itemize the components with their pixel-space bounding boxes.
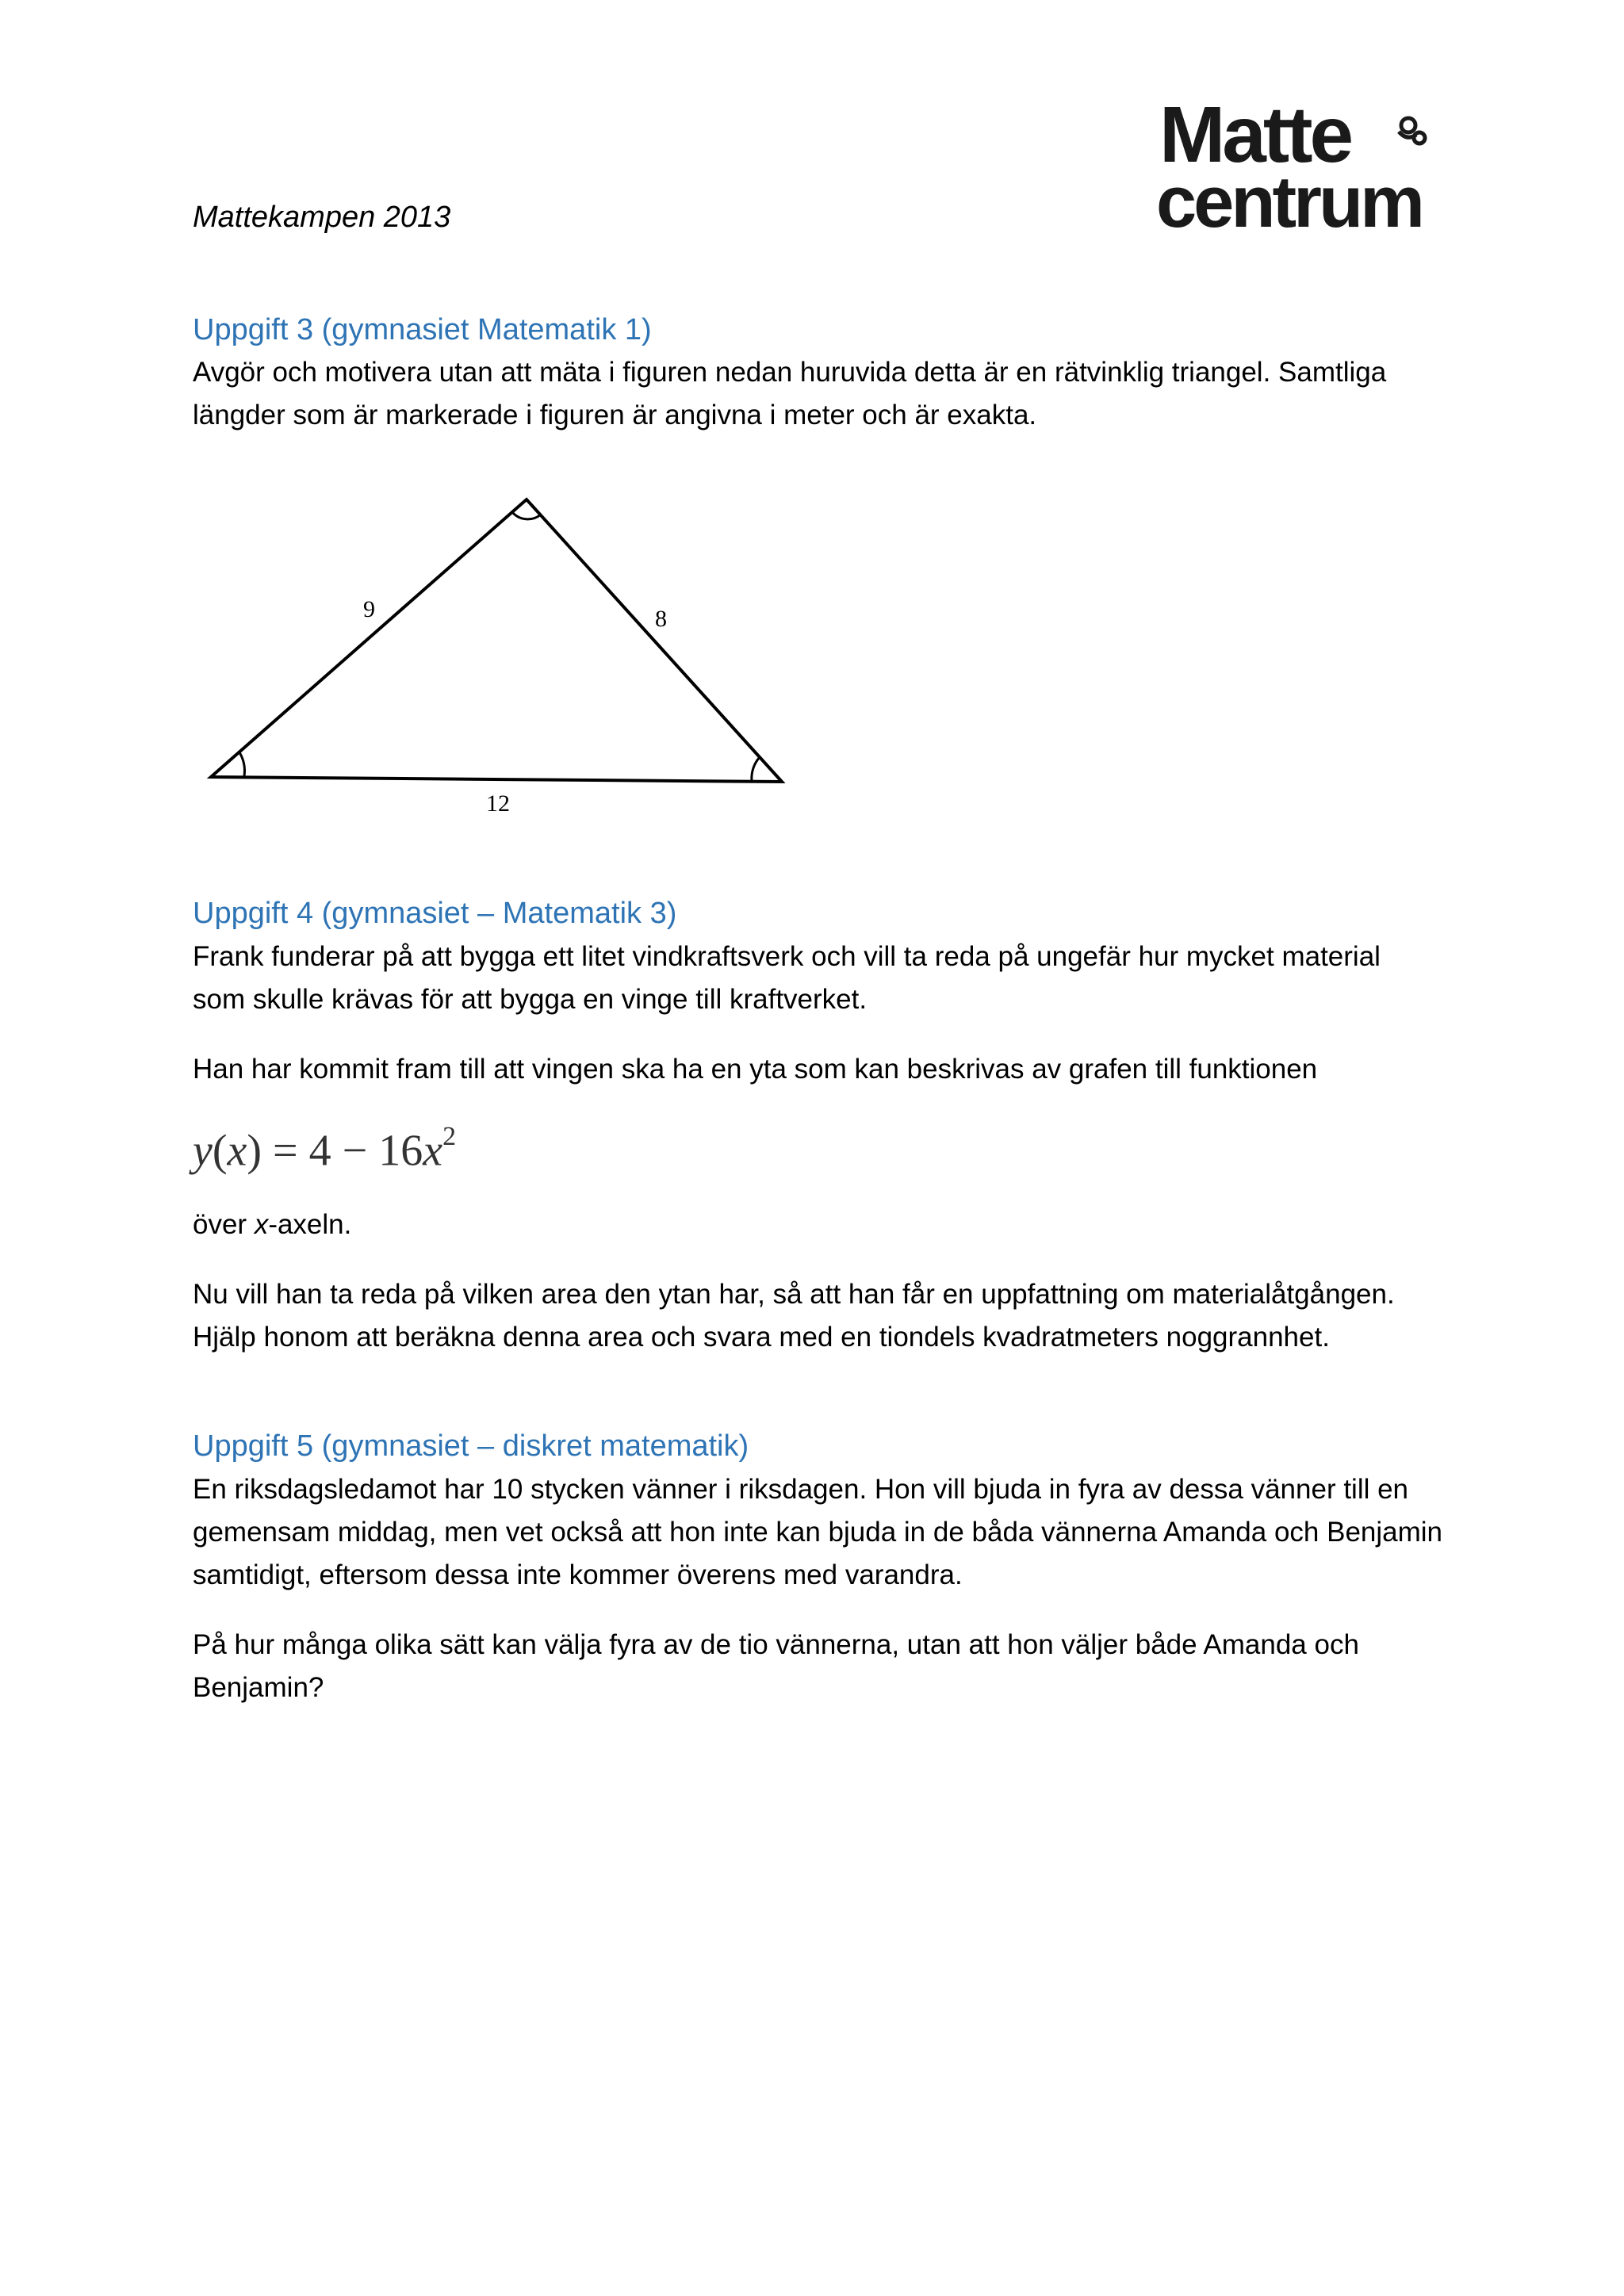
task5-paragraph-2	[193, 1624, 1446, 1709]
logo-text-matte: Matte	[1159, 92, 1351, 179]
angle-arc-top	[512, 512, 541, 519]
triangle-figure	[205, 490, 791, 823]
task4-p3-line	[193, 1203, 1446, 1246]
task4-p4-line: Hjälp honom att beräkna denna area och svara med en tiondels kvadratmeters noggrannhet.	[193, 1322, 1330, 1353]
document-header-label: Mattekampen 2013	[193, 201, 451, 234]
triangle-outline	[211, 499, 782, 782]
task4-p3-suffix: -axeln.	[268, 1209, 352, 1240]
function-formula	[193, 1110, 457, 1176]
side-label-right: 8	[655, 606, 667, 632]
formula-close-paren: )	[247, 1126, 262, 1176]
task3-text-line: Avgör och motivera utan att mäta i figuren nedan huruvida detta är en rätvinklig triangel. Samtliga	[193, 357, 1387, 388]
task5-p1-line: En riksdagsledamot har 10 stycken vänner i riksdagen. Hon vill bjuda in fyra av dessa vänner till en	[193, 1474, 1409, 1505]
formula-open-paren: (	[212, 1126, 228, 1176]
task4-p3-variable: x	[254, 1209, 269, 1240]
task5-p2-line: På hur många olika sätt kan välja fyra av de tio vännerna, utan att hon väljer både Amanda och	[193, 1629, 1359, 1660]
matte-centrum-logo-graphic	[1156, 92, 1435, 235]
task3-heading: Uppgift 3 (gymnasiet Matematik 1)	[193, 313, 652, 346]
matte-centrum-logo	[1156, 92, 1435, 235]
task5-p2-line: Benjamin?	[193, 1672, 324, 1703]
angle-arc-right	[752, 757, 760, 781]
task4-p3-prefix: över	[193, 1209, 255, 1240]
task5-p1-line: samtidigt, eftersom dessa inte kommer överens med varandra.	[193, 1559, 963, 1590]
task4-paragraph-2	[193, 1048, 1446, 1091]
task3-text	[193, 351, 1446, 437]
logo-swirl-icon	[1399, 118, 1425, 144]
task4-p2-line: Han har kommit fram till att vingen ska ha en yta som kan beskrivas av grafen till funktionen	[193, 1054, 1318, 1085]
side-label-bottom: 12	[486, 790, 510, 817]
task4-paragraph-1	[193, 936, 1446, 1021]
formula-function-name: y	[193, 1126, 213, 1176]
task4-heading: Uppgift 4 (gymnasiet – Matematik 3)	[193, 897, 677, 930]
triangle-diagram	[205, 490, 791, 823]
angle-arc-left	[239, 752, 244, 776]
formula-middle: = 4 − 16	[262, 1126, 423, 1176]
task5-heading: Uppgift 5 (gymnasiet – diskret matematik)	[193, 1429, 749, 1463]
task4-paragraph-4	[193, 1273, 1446, 1359]
task4-p1-line: som skulle krävas för att bygga en vinge till kraftverket.	[193, 984, 868, 1015]
formula-lhs-variable: x	[227, 1126, 247, 1176]
logo-text-centrum: centrum	[1156, 162, 1422, 235]
task5-paragraph-1	[193, 1468, 1446, 1597]
task4-p4-line: Nu vill han ta reda på vilken area den ytan har, så att han får en uppfattning om materialåtgången.	[193, 1279, 1395, 1310]
task4-p1-line: Frank funderar på att bygga ett litet vindkraftsverk och vill ta reda på ungefär hur mycket material	[193, 941, 1381, 972]
formula-rhs-variable: x	[423, 1126, 443, 1176]
task5-p1-line: gemensam middag, men vet också att hon inte kan bjuda in de båda vännerna Amanda och Benjamin	[193, 1517, 1443, 1548]
side-label-left: 9	[363, 596, 375, 622]
task3-text-line: längder som är markerade i figuren är angivna i meter och är exakta.	[193, 400, 1037, 430]
formula-exponent: 2	[442, 1122, 457, 1151]
task4-paragraph-3	[193, 1203, 1446, 1246]
